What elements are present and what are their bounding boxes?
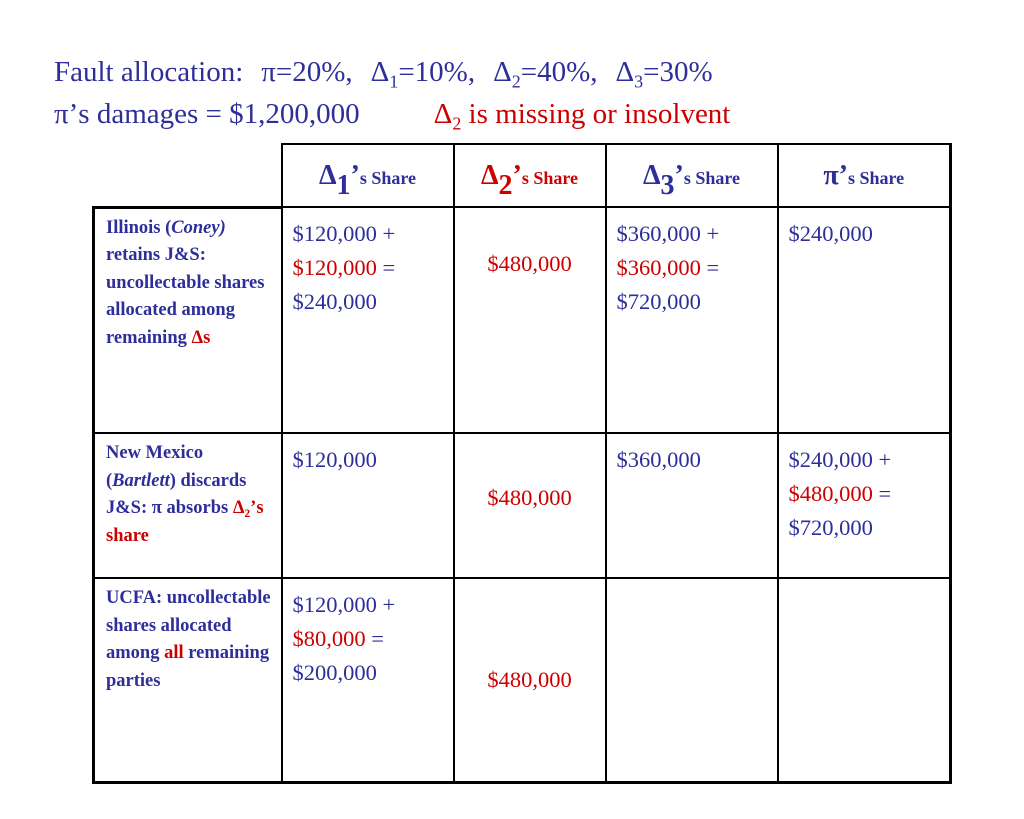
damages-heading <box>54 98 731 134</box>
d3-subscript: 3 <box>634 71 644 92</box>
ucfa-d1-share: $120,000 + $80,000 = $200,000 <box>282 578 454 783</box>
illinois-pi-share: $240,000 <box>778 207 951 433</box>
d2-subscript: 2 <box>511 71 521 92</box>
table-header-row <box>94 144 951 207</box>
header-pi-share: π’s Share <box>778 144 951 207</box>
illinois-d1-share: $120,000 + $120,000 = $240,000 <box>282 207 454 433</box>
table-row-new-mexico <box>94 433 951 578</box>
ucfa-d2-share: $480,000 <box>454 578 606 783</box>
d2-symbol: Δ <box>493 56 512 88</box>
d1-subscript: 1 <box>389 71 399 92</box>
header-d1-share: $\Delta_1’s$ Share <box>282 144 454 207</box>
new-mexico-d1-share: $120,000 <box>282 433 454 578</box>
allocation-table <box>92 143 952 784</box>
new-mexico-d2-share: $480,000 <box>454 433 606 578</box>
header-d3-share: $\Delta_3’s$ Share <box>606 144 778 207</box>
d2-percentage: =40%, <box>520 56 598 88</box>
fault-allocation-label: Fault allocation: <box>54 56 244 88</box>
new-mexico-d3-share: $360,000 <box>606 433 778 578</box>
ucfa-d3-share <box>606 578 778 783</box>
header-d2-share: $\Delta_2’s$ Share <box>454 144 606 207</box>
pi-percentage: π=20%, <box>261 56 353 88</box>
missing-defendant-subscript: 2 <box>452 113 462 134</box>
new-mexico-pi-share: $240,000 + $480,000 = $720,000 <box>778 433 951 578</box>
missing-defendant-symbol: Δ <box>433 98 453 130</box>
ucfa-pi-share <box>778 578 951 783</box>
damages-text: π’s damages = $1,200,000 <box>54 98 360 130</box>
table-row-ucfa <box>94 578 951 783</box>
d3-symbol: Δ <box>615 56 635 88</box>
row-label-ucfa: UCFA: uncollectable shares allocated among all remaining parties <box>94 578 282 783</box>
header-corner <box>94 144 282 207</box>
illinois-d3-share: $360,000 + $360,000 = $720,000 <box>606 207 778 433</box>
table-row-illinois <box>94 207 951 433</box>
d1-percentage: =10%, <box>398 56 476 88</box>
illinois-d2-share: $480,000 <box>454 207 606 433</box>
missing-defendant-text: is missing or insolvent <box>461 98 731 130</box>
row-label-illinois: Illinois (Coney) retains J&S: uncollectable shares allocated among remaining Δs <box>94 207 282 433</box>
allocation-heading <box>54 56 713 92</box>
d3-percentage: =30% <box>643 56 713 88</box>
d1-symbol: Δ <box>370 56 390 88</box>
row-label-new-mexico: New Mexico (Bartlett) discards J&S: π absorbs $\Delta_2’s$ share <box>94 433 282 578</box>
